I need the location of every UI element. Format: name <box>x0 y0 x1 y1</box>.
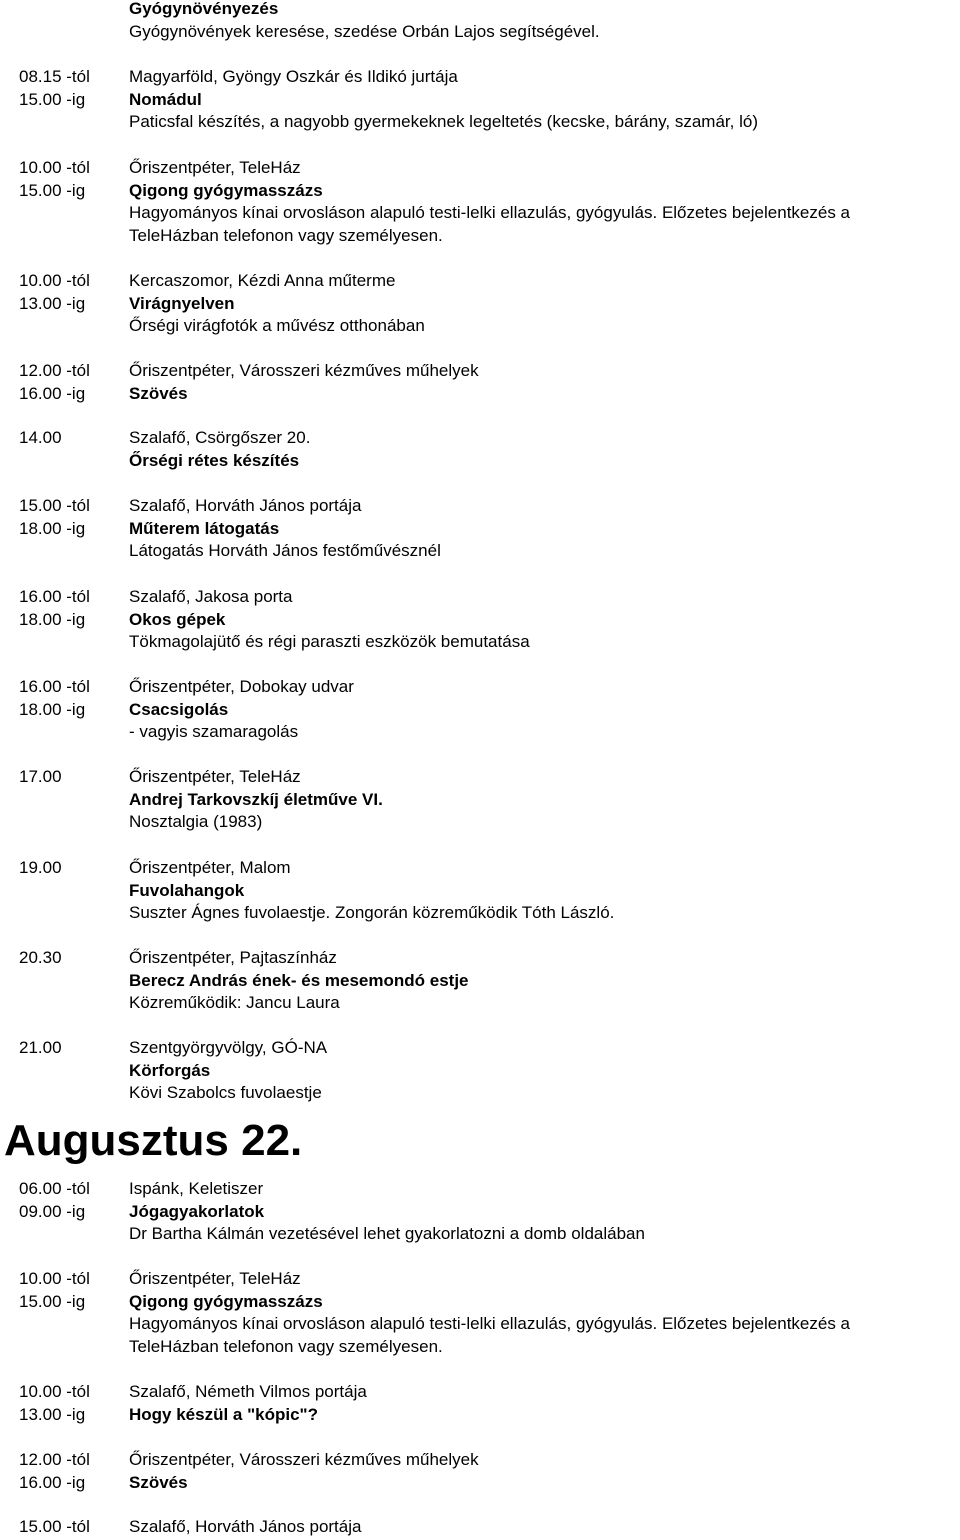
event-detail: TeleHázban telefonon vagy személyesen. <box>129 225 443 245</box>
event-title: Körforgás <box>129 1060 211 1080</box>
event-detail: Nosztalgia (1983) <box>129 812 263 831</box>
event-detail: Közreműködik: Jancu Laura <box>129 993 340 1012</box>
event-start-time: 16.00 -tól <box>19 587 90 606</box>
event-detail: Hagyományos kínai orvosláson alapuló testi-lelki ellazulás, gyógyulás. Előzetes bejelentkezés a <box>129 203 851 222</box>
event-end-time: 13.00 -ig <box>19 1404 86 1424</box>
event-start-time: 17.00 <box>19 767 62 786</box>
event-location: Szalafő, Jakosa porta <box>129 587 293 606</box>
event-location: Szalafő, Horváth János portája <box>129 1517 362 1536</box>
event-detail: Látogatás Horváth János festőművésznél <box>129 541 441 560</box>
intro-block <box>0 0 960 43</box>
event-entry <box>0 586 960 654</box>
event-entry <box>0 857 960 925</box>
event-end-time: 09.00 -ig <box>19 1201 86 1221</box>
event-title: Berecz András ének- és mesemondó estje <box>129 970 469 990</box>
event-entry <box>0 947 960 1015</box>
event-entry <box>0 427 960 472</box>
event-title: Hogy készül a "kópic"? <box>129 1404 319 1424</box>
event-start-time: 14.00 <box>19 428 62 447</box>
event-start-time: 08.15 -tól <box>19 67 90 86</box>
event-entry <box>0 1381 960 1426</box>
event-location: Szalafő, Horváth János portája <box>129 496 362 515</box>
event-location: Őriszentpéter, TeleHáz <box>129 158 301 177</box>
event-location: Őriszentpéter, Malom <box>129 858 291 877</box>
event-location: Őriszentpéter, TeleHáz <box>129 1269 301 1288</box>
event-title: Műterem látogatás <box>129 518 280 538</box>
event-entry <box>0 1516 960 1539</box>
event-end-time: 16.00 -ig <box>19 1472 86 1492</box>
event-end-time: 18.00 -ig <box>19 518 86 538</box>
event-detail: Kövi Szabolcs fuvolaestje <box>129 1083 322 1102</box>
event-entry <box>0 1449 960 1494</box>
event-title: Csacsigolás <box>129 699 229 719</box>
event-end-time: 15.00 -ig <box>19 180 86 200</box>
event-title: Virágnyelven <box>129 293 235 313</box>
event-detail: Suszter Ágnes fuvolaestje. Zongorán közreműködik Tóth László. <box>129 903 615 922</box>
intro-description: Gyógynövények keresése, szedése Orbán Lajos segítségével. <box>129 21 600 41</box>
event-title: Okos gépek <box>129 609 226 629</box>
event-entry <box>0 766 960 834</box>
event-location: Kercaszomor, Kézdi Anna műterme <box>129 271 396 290</box>
event-end-time: 13.00 -ig <box>19 293 86 313</box>
event-title: Qigong gyógymasszázs <box>129 180 323 200</box>
event-entry <box>0 1268 960 1358</box>
event-detail: Dr Bartha Kálmán vezetésével lehet gyakorlatozni a domb oldalában <box>129 1224 645 1243</box>
event-location: Őriszentpéter, Dobokay udvar <box>129 677 354 696</box>
event-start-time: 12.00 -tól <box>19 1450 90 1469</box>
event-detail: Paticsfal készítés, a nagyobb gyermekeknek legeltetés (kecske, bárány, szamár, ló) <box>129 112 758 131</box>
event-title: Nomádul <box>129 89 202 109</box>
event-start-time: 10.00 -tól <box>19 271 90 290</box>
event-start-time: 19.00 <box>19 858 62 877</box>
event-detail: TeleHázban telefonon vagy személyesen. <box>129 1336 443 1356</box>
event-start-time: 06.00 -tól <box>19 1179 90 1198</box>
event-start-time: 20.30 <box>19 948 62 967</box>
event-location: Magyarföld, Gyöngy Oszkár és Ildikó jurtája <box>129 67 458 86</box>
event-title: Andrej Tarkovszkíj életműve VI. <box>129 789 383 809</box>
event-detail: Tökmagolajütő és régi paraszti eszközök bemutatása <box>129 632 530 651</box>
event-title: Jógagyakorlatok <box>129 1201 265 1221</box>
event-start-time: 12.00 -tól <box>19 361 90 380</box>
event-title: Őrségi rétes készítés <box>129 450 300 470</box>
event-location: Őriszentpéter, Városszeri kézműves műhelyek <box>129 1450 479 1469</box>
event-entry <box>0 676 960 744</box>
event-entry <box>0 1037 960 1105</box>
event-start-time: 15.00 -tól <box>19 496 90 515</box>
event-location: Őriszentpéter, Pajtaszínház <box>129 948 337 967</box>
event-detail: - vagyis szamaragolás <box>129 722 299 741</box>
event-entry <box>0 495 960 563</box>
event-entry <box>0 1178 960 1246</box>
event-entry <box>0 360 960 405</box>
event-start-time: 10.00 -tól <box>19 1269 90 1288</box>
event-location: Szalafő, Németh Vilmos portája <box>129 1382 367 1401</box>
event-entry <box>0 157 960 247</box>
event-end-time: 15.00 -ig <box>19 1291 86 1311</box>
event-title: Szövés <box>129 1472 188 1492</box>
event-start-time: 21.00 <box>19 1038 62 1057</box>
event-end-time: 16.00 -ig <box>19 383 86 403</box>
event-entry <box>0 66 960 134</box>
event-end-time: 18.00 -ig <box>19 699 86 719</box>
event-end-time: 18.00 -ig <box>19 609 86 629</box>
event-start-time: 10.00 -tól <box>19 1382 90 1401</box>
event-entry <box>0 270 960 338</box>
event-start-time: 10.00 -tól <box>19 158 90 177</box>
day-heading: Augusztus 22. <box>4 1116 303 1165</box>
event-title: Qigong gyógymasszázs <box>129 1291 323 1311</box>
event-title: Szövés <box>129 383 188 403</box>
event-start-time: 15.00 -tól <box>19 1517 90 1536</box>
event-detail: Hagyományos kínai orvosláson alapuló testi-lelki ellazulás, gyógyulás. Előzetes bejelentkezés a <box>129 1314 851 1333</box>
event-location: Őriszentpéter, Városszeri kézműves műhelyek <box>129 361 479 380</box>
event-start-time: 16.00 -tól <box>19 677 90 696</box>
event-location: Ispánk, Keletiszer <box>129 1179 264 1198</box>
event-title: Fuvolahangok <box>129 880 245 900</box>
event-location: Szentgyörgyvölgy, GÓ-NA <box>129 1038 328 1057</box>
intro-title: Gyógynövényezés <box>129 0 279 18</box>
event-location: Szalafő, Csörgőszer 20. <box>129 428 311 447</box>
event-end-time: 15.00 -ig <box>19 89 86 109</box>
event-location: Őriszentpéter, TeleHáz <box>129 767 301 786</box>
event-detail: Őrségi virágfotók a művész otthonában <box>129 316 425 335</box>
